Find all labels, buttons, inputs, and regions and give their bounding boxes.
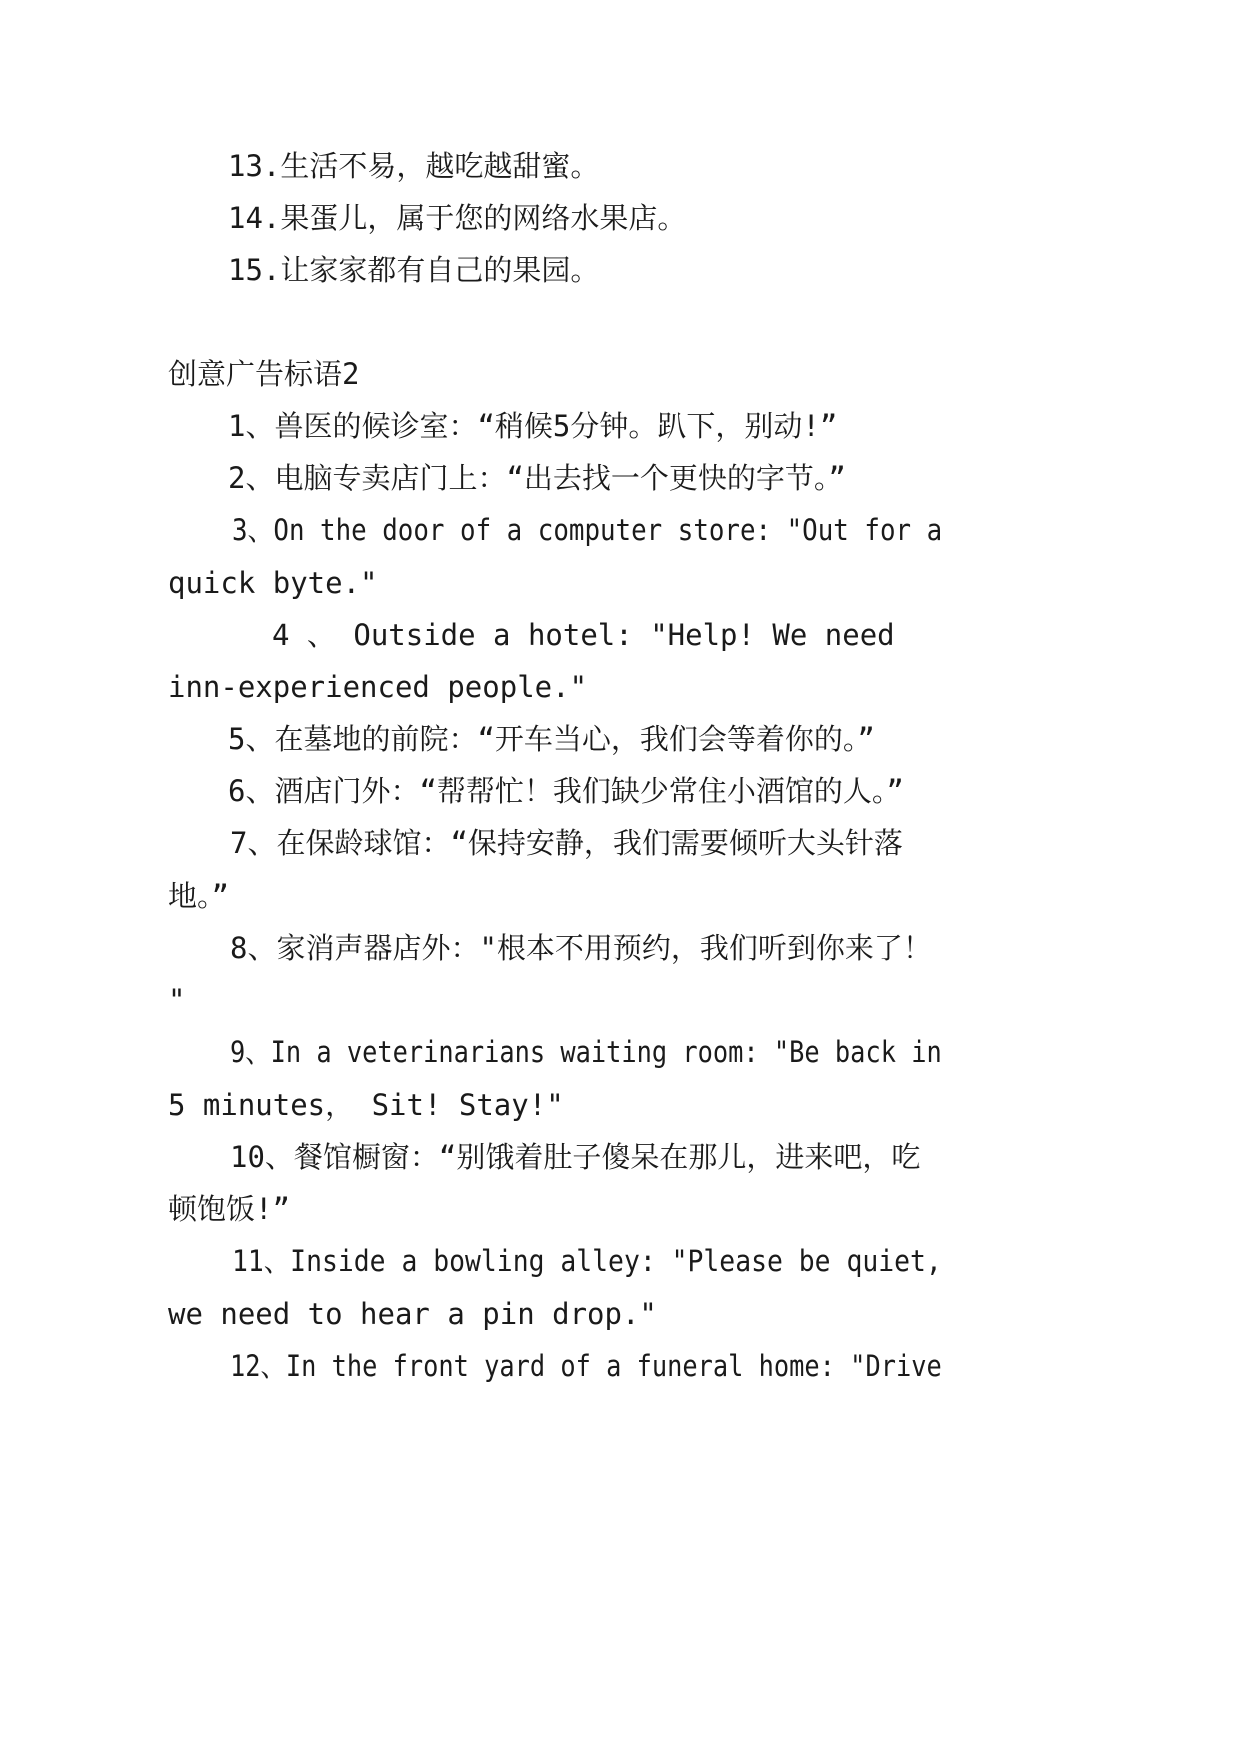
slogan-item-9-line-2: 5 minutes， Sit! Stay!" [168, 1088, 564, 1122]
slogan-item-4-line-2: inn-experienced people." [168, 670, 588, 704]
list-item-15: 15.让家家都有自己的果园。 [228, 253, 600, 287]
slogan-item-7-line-1: 7、在保龄球馆：“保持安静，我们需要倾听大头针落 [230, 826, 903, 860]
slogan-item-3-line-1: 3、On the door of a computer store: "Out for a [232, 513, 943, 547]
slogan-item-1: 1、兽医的候诊室：“稍候5分钟。趴下，别动!” [228, 409, 838, 443]
list-item-13: 13.生活不易，越吃越甜蜜。 [228, 149, 600, 183]
slogan-item-9-line-1: 9、In a veterinarians waiting room: "Be back in [230, 1035, 942, 1069]
slogan-item-10-line-2: 顿饱饭!” [168, 1192, 290, 1226]
slogan-item-2: 2、电脑专卖店门上：“出去找一个更快的字节。” [228, 461, 846, 495]
slogan-item-11-line-1: 11、Inside a bowling alley: "Please be quiet, [232, 1244, 942, 1278]
slogan-item-5: 5、在墓地的前院：“开车当心，我们会等着你的。” [228, 722, 875, 756]
slogan-item-8-line-1: 8、家消声器店外："根本不用预约，我们听到你来了！ [230, 931, 932, 965]
section-title: 创意广告标语2 [168, 357, 360, 391]
slogan-item-4-line-1: 4 、 Outside a hotel: "Help! We need [272, 618, 895, 652]
slogan-item-12-line-1: 12、In the front yard of a funeral home: "Drive [230, 1349, 942, 1383]
slogan-item-3-line-2: quick byte." [168, 566, 378, 600]
slogan-item-11-line-2: we need to hear a pin drop." [168, 1297, 657, 1331]
list-item-14: 14.果蛋儿，属于您的网络水果店。 [228, 201, 687, 235]
slogan-item-8-line-2: " [168, 983, 186, 1017]
slogan-item-10-line-1: 10、餐馆橱窗：“别饿着肚子傻呆在那儿，进来吧，吃 [230, 1140, 921, 1174]
slogan-item-7-line-2: 地。” [168, 879, 229, 913]
slogan-item-6: 6、酒店门外：“帮帮忙！我们缺少常住小酒馆的人。” [228, 774, 904, 808]
